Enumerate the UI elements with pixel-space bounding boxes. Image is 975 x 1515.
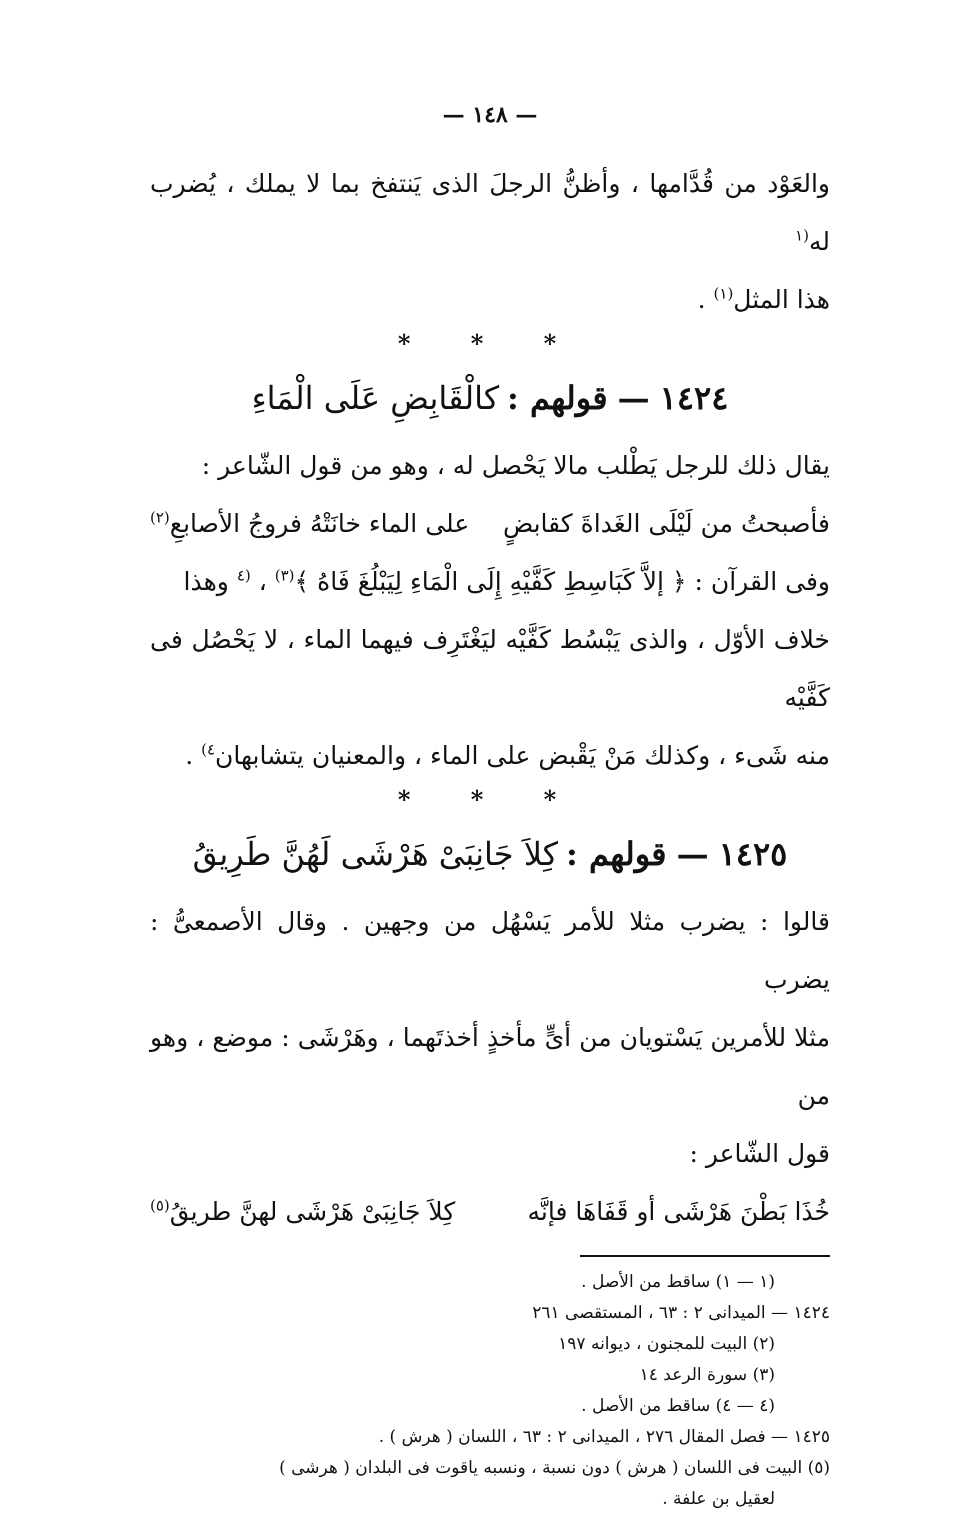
entry-dash: — xyxy=(617,379,650,417)
entry-text: مثلا للأمرين يَسْتويان من أىٍّ مأخذٍ أخذتَهما ، وهَرْشَى : موضع ، وهو من xyxy=(150,1023,830,1110)
entry-heading-1424 xyxy=(150,359,830,437)
footnote-ref: (٢) xyxy=(150,508,170,527)
verse-second-hemistich: كِلاَ جَانِبَىْ هَرْشَى لهنَّ طريقُ xyxy=(169,1197,456,1226)
intro-text-2: هذا المثل xyxy=(733,285,830,314)
intro-line-2 xyxy=(150,271,830,329)
footnote: (١ — ١) ساقط من الأصل . xyxy=(581,1272,775,1292)
footnote-ref: (١ xyxy=(795,226,809,245)
entry-text: قول الشّاعر : xyxy=(689,1139,830,1168)
footnote-ref: (٥) xyxy=(150,1196,170,1215)
section-separator: * * * xyxy=(397,785,583,814)
entry-1425-line-1 xyxy=(150,893,830,1009)
entry-text: ، xyxy=(250,567,275,596)
entry-number: ١٤٢٥ xyxy=(718,835,788,873)
intro-line-1 xyxy=(150,155,830,271)
entry-title: كِلاَ جَانِبَىْ هَرْشَى لَهُنَّ طَرِيقُ xyxy=(192,835,559,873)
footnote: (٥) البيت فى اللسان ( هرش ) دون نسبة ، ونسبه ياقوت فى البلدان ( هرشى ) xyxy=(279,1458,830,1478)
entry-1424-line-4 xyxy=(150,727,830,785)
entry-label: قولهم : xyxy=(566,835,667,873)
entry-1424-line-2 xyxy=(150,553,830,611)
entry-text: خلاف الأوّل ، والذى يَبْسُط كَفَّيْه ليَغْتَرِف فيهما الماء ، لا يَحْصُل فى كَفَّيْه xyxy=(150,625,830,712)
footnote: (٣) سورة الرعد ١٤ xyxy=(639,1365,775,1385)
entry-text: وهذا xyxy=(183,567,237,596)
footnote: (٤ — ٤) ساقط من الأصل . xyxy=(581,1396,775,1416)
intro-text-1: والعَوْد من قُدَّامها ، وأظنُّ الرجلَ الذى يَنتفخ بما لا يملك ، يُضرب له xyxy=(150,169,830,256)
entry-1425-line-3 xyxy=(150,1125,830,1183)
intro-text-2-end: . xyxy=(697,285,714,314)
footnote: (٢) البيت للمجنون ، ديوانه ١٩٧ xyxy=(558,1334,775,1354)
book-page xyxy=(150,95,830,1515)
entry-title: كالْقَابِضِ عَلَى الْمَاءِ xyxy=(251,379,500,417)
verse-second-hemistich-wrap xyxy=(150,1183,455,1241)
footnote-ref: (٣) xyxy=(274,566,295,585)
verse-second-hemistich-wrap xyxy=(150,495,469,553)
footnote-entry-source: ١٤٢٥ — فصل المقال ٢٧٦ ، الميدانى ٢ : ٦٣ ، اللسان ( هرش ) . xyxy=(378,1427,830,1447)
footnote-ref: (٤ xyxy=(236,566,251,585)
entry-text: وفى القرآن : ﴿ إلاَّ كَبَاسِطِ كَفَّيْهِ إِلَى الْمَاءِ لِيَبْلُغَ فَاهُ ﴾ xyxy=(294,567,830,596)
footnote-entry-source: ١٤٢٤ — الميدانى ٢ : ٦٣ ، المستقصى ٢٦١ xyxy=(532,1303,830,1323)
entry-heading-1425 xyxy=(150,815,830,893)
footnote-ref: (١) xyxy=(713,284,734,303)
entry-label: قولهم : xyxy=(507,379,608,417)
entry-text: منه شَىء ، وكذلك مَنْ يَقْبض على الماء ، والمعنيان يتشابهان xyxy=(215,741,830,770)
entry-text: . xyxy=(185,741,202,770)
verse-first-hemistich: خُذَا بَطْنَ هَرْشَى أو قَفَاهَا فإنَّه xyxy=(527,1197,830,1226)
verse-first-hemistich: فأصبحتُ من لَيْلَى الغَداةَ كقابضٍ xyxy=(502,509,830,538)
entry-1424-line-1 xyxy=(150,437,830,495)
entry-1425-verse xyxy=(150,1183,830,1241)
entry-number: ١٤٢٤ xyxy=(659,379,729,417)
footnote-continuation: لعقيل بن علفة . xyxy=(662,1489,775,1509)
footnote-ref: ٤) xyxy=(201,740,216,759)
verse-second-hemistich: على الماء خانَتْهُ فروجُ الأصابعِ xyxy=(169,509,470,538)
footnotes xyxy=(150,1267,830,1515)
entry-text: يقال ذلك للرجل يَطْلب مالا يَحْصل له ، وهو من قول الشّاعر : xyxy=(201,451,830,480)
entry-text: قالوا : يضرب مثلا للأمر يَسْهُل من وجهين . وقال الأصمعىُّ : يضرب xyxy=(150,907,830,994)
entry-1424-line-3 xyxy=(150,611,830,727)
section-separator: * * * xyxy=(397,329,583,358)
entry-1425-line-2 xyxy=(150,1009,830,1125)
entry-dash: — xyxy=(676,835,709,873)
footnote-divider xyxy=(580,1255,830,1257)
page-number: — ١٤٨ — xyxy=(442,102,538,128)
entry-1424-verse xyxy=(150,495,830,553)
